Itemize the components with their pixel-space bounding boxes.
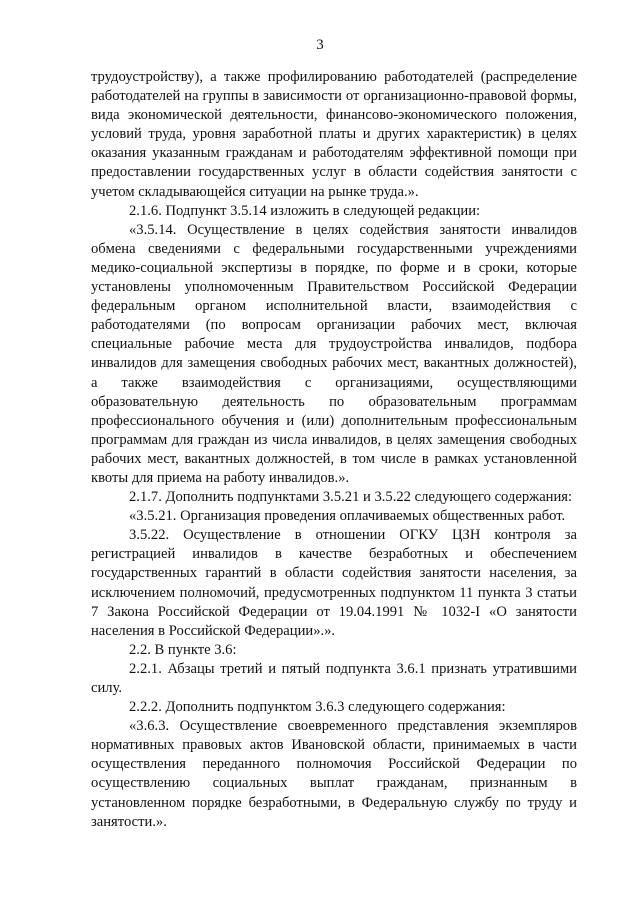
document-body <box>91 68 577 832</box>
paragraph-2-2-1: 2.2.1. Абзацы третий и пятый подпункта 3.6.1 признать утратившими силу. <box>91 660 577 696</box>
paragraph-3-5-21: «3.5.21. Организация проведения оплачиваемых общественных работ. <box>129 508 566 525</box>
paragraph-continuation: трудоустройству), а также профилированию работодателей (распределение работодателей на группы в зависимости от организационно-правовой формы, вида экономической деятельности, финансово-экономического положения, условий труда, уровня заработной платы и других характеристик) в целях оказания указанным гражданам и работодателям эффективной помощи при предоставлении государственных услуг в области содействия занятости с учетом складывающейся ситуации на рынке труда.». <box>91 69 577 200</box>
paragraph-3-5-14: «3.5.14. Осуществление в целях содействия занятости инвалидов обмена сведениями с федеральными государственными учреждениями медико-социальной экспертизы в порядке, по форме и в сроки, которые установлены уполномоченным Правительством Российской Федерации федеральным органом исполнительной власти, взаимодействия с работодателями (по вопросам организации рабочих мест, включая специальные рабочие места для трудоустройства инвалидов, подбора инвалидов для замещения свободных рабочих мест, вакантных должностей), а также взаимодействия с организациями, осуществляющими образовательную деятельность по образовательным программам профессионального обучения и (или) дополнительным профессиональным программам для граждан из числа инвалидов, в целях замещения свободных рабочих мест, вакантных должностей, в том числе в рамках установленной квоты для приема на работу инвалидов.». <box>91 221 577 486</box>
paragraph-2-2-2: 2.2.2. Дополнить подпунктом 3.6.3 следующего содержания: <box>129 699 506 716</box>
page-number: 3 <box>316 37 324 53</box>
paragraph-2-2: 2.2. В пункте 3.6: <box>129 641 237 658</box>
paragraph-3-5-22: 3.5.22. Осуществление в отношении ОГКУ ЦЗН контроля за регистрацией инвалидов в качестве безработных и обеспечением государственных гарантий в области содействия занятости населения, за исключением полномочий, предусмотренных подпунктом 11 пункта 3 статьи 7 Закона Российской Федерации от 19.04.1991 № 1032-I «О занятости населения в Российской Федерации».». <box>91 527 577 639</box>
paragraph-2-1-6: 2.1.6. Подпункт 3.5.14 изложить в следующей редакции: <box>129 202 481 219</box>
paragraph-3-6-3: «3.6.3. Осуществление своевременного представления экземпляров нормативных правовых актов Ивановской области, принимаемых в части осуществления переданного полномочия Российской Федерации по осуществлению социальных выплат гражданам, признанным в установленном порядке безработными, в Федеральную службу по труду и занятости.». <box>91 718 577 830</box>
paragraph-2-1-7: 2.1.7. Дополнить подпунктами 3.5.21 и 3.5.22 следующего содержания: <box>129 489 573 506</box>
